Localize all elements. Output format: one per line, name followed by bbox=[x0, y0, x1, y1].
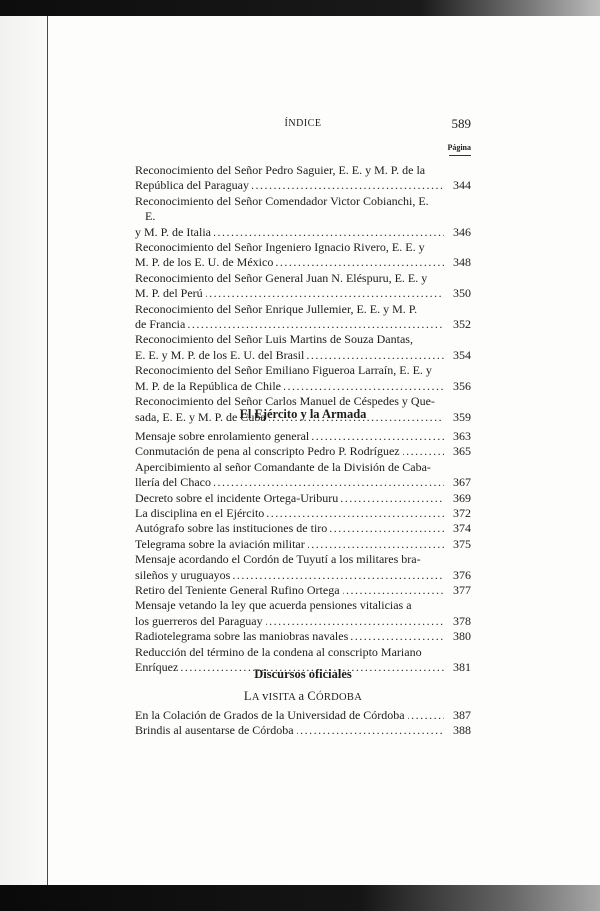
toc-page-number: 388 bbox=[453, 723, 471, 738]
toc-entry[interactable] bbox=[135, 194, 471, 240]
toc-entry-title: Conmutación de pena al conscripto Pedro P. Rodríguez bbox=[135, 444, 400, 459]
toc-entry-text: Reconocimiento del Señor Carlos Manuel de Céspedes y Que- bbox=[135, 394, 435, 409]
toc-page-number: 352 bbox=[453, 317, 471, 332]
toc-entry-title: sileños y uruguayos bbox=[135, 567, 231, 582]
toc-entry[interactable] bbox=[135, 491, 471, 506]
toc-entry[interactable] bbox=[135, 506, 471, 521]
scan-top-edge bbox=[0, 0, 600, 16]
toc-entry-title: Autógrafo sobre las instituciones de tiro bbox=[135, 521, 328, 536]
toc-page-number: 380 bbox=[453, 629, 471, 644]
toc-entry-text: Reconocimiento del Señor Enrique Jullemier, E. E. y M. P. bbox=[135, 301, 418, 316]
toc-entry[interactable] bbox=[135, 629, 471, 644]
pagina-column-label: Página bbox=[447, 143, 471, 152]
dot-leader bbox=[330, 521, 444, 536]
toc-section-ejercito bbox=[135, 429, 471, 676]
toc-entry-title: de Francia bbox=[135, 317, 186, 332]
toc-page-number: 354 bbox=[453, 347, 471, 362]
toc-entry[interactable] bbox=[135, 460, 471, 491]
toc-page-number: 356 bbox=[453, 378, 471, 393]
toc-entry-text: Reducción del término de la condena al conscripto Mariano bbox=[135, 644, 422, 659]
toc-page-number: 350 bbox=[453, 286, 471, 301]
toc-page-number: 344 bbox=[453, 178, 471, 193]
toc-entry-title: M. P. de los E. U. de México bbox=[135, 255, 274, 270]
dot-leader bbox=[214, 225, 444, 240]
dot-leader bbox=[408, 708, 444, 723]
toc-page-number: 363 bbox=[453, 429, 471, 443]
toc-page-number: 378 bbox=[453, 613, 471, 628]
toc-entry[interactable] bbox=[135, 302, 471, 333]
toc-page-number: 374 bbox=[453, 521, 471, 536]
page-gutter bbox=[0, 16, 47, 888]
toc-entry[interactable] bbox=[135, 708, 471, 723]
toc-page-number: 372 bbox=[453, 506, 471, 521]
subsection-heading-cordoba: LA vISITA a CÓRDOBA bbox=[243, 689, 363, 703]
toc-entry[interactable] bbox=[135, 240, 471, 271]
toc-entry-text: Reconocimiento del Señor Ingeniero Ignacio Rivero, E. E. y bbox=[135, 240, 425, 255]
dot-leader bbox=[276, 255, 444, 270]
scan-bottom-edge bbox=[0, 885, 600, 911]
toc-page-number: 377 bbox=[453, 583, 471, 598]
toc-entry-title: M. P. de la República de Chile bbox=[135, 378, 281, 393]
toc-entry-title: En la Colación de Grados de la Universidad de Córdoba bbox=[135, 708, 405, 722]
dot-leader bbox=[214, 475, 444, 490]
toc-entry-text: Apercibimiento al señor Comandante de la División de Caba- bbox=[135, 459, 431, 474]
dot-leader bbox=[308, 537, 444, 552]
toc-entry-text: Reconocimiento del Señor General Juan N. Eléspuru, E. E. y bbox=[135, 270, 428, 285]
dot-leader bbox=[297, 723, 444, 738]
dot-leader bbox=[351, 629, 444, 644]
toc-entry-text: Reconocimiento del Señor Comendador Victor Cobianchi, E. E. bbox=[135, 193, 429, 224]
toc-page-number: 369 bbox=[453, 490, 471, 505]
toc-entry[interactable] bbox=[135, 444, 471, 459]
toc-entry[interactable] bbox=[135, 583, 471, 598]
toc-entry-title: sada, E. E. y M. P. de Cuba bbox=[135, 409, 266, 424]
toc-entry[interactable] bbox=[135, 552, 471, 583]
toc-entry-text: Reconocimiento del Señor Pedro Saguier, E. E. y M. P. de la bbox=[135, 163, 426, 177]
toc-entry-title: Enríquez bbox=[135, 660, 179, 675]
section-heading-ejercito: El Ejército y la Armada bbox=[239, 407, 367, 421]
dot-leader bbox=[341, 491, 444, 506]
toc-entry[interactable] bbox=[135, 363, 471, 394]
toc-page-number: 346 bbox=[453, 224, 471, 239]
dot-leader bbox=[233, 568, 444, 583]
toc-page-number: 348 bbox=[453, 255, 471, 270]
toc-page-number: 375 bbox=[453, 536, 471, 551]
toc-entry-title: Brindis al ausentarse de Córdoba bbox=[135, 723, 294, 738]
toc-entry-title: los guerreros del Paraguay bbox=[135, 613, 263, 628]
toc-entry-title: E. E. y M. P. de los E. U. del Brasil bbox=[135, 347, 305, 362]
toc-entry-title: República del Paraguay bbox=[135, 178, 249, 193]
toc-entry-title: Decreto sobre el incidente Ortega-Uriburu bbox=[135, 490, 339, 505]
toc-entry[interactable] bbox=[135, 537, 471, 552]
toc-page-number: 365 bbox=[453, 444, 471, 459]
dot-leader bbox=[312, 429, 444, 444]
dot-leader bbox=[343, 583, 444, 598]
toc-entry[interactable] bbox=[135, 332, 471, 363]
toc-section-reconocimientos bbox=[135, 163, 471, 425]
toc-page-number: 376 bbox=[453, 567, 471, 582]
toc-entry-title: llería del Chaco bbox=[135, 475, 211, 490]
toc-page-number: 381 bbox=[453, 660, 471, 675]
margin-rule bbox=[47, 16, 48, 888]
dot-leader bbox=[188, 317, 444, 332]
dot-leader bbox=[284, 379, 444, 394]
toc-entry-title: y M. P. de Italia bbox=[135, 224, 211, 239]
toc-entry-title: Mensaje sobre enrolamiento general bbox=[135, 429, 310, 443]
running-head-title: ÍNDICE bbox=[284, 118, 322, 129]
toc-entry[interactable] bbox=[135, 598, 471, 629]
toc-page-number: 359 bbox=[453, 409, 471, 424]
toc-entry-text: Reconocimiento del Señor Luis Martins de Souza Dantas, bbox=[135, 332, 413, 347]
toc-entry-title: La disciplina en el Ejército bbox=[135, 506, 265, 521]
toc-entry[interactable] bbox=[135, 163, 471, 194]
toc-page-number: 367 bbox=[453, 475, 471, 490]
dot-leader bbox=[266, 614, 444, 629]
toc-page-number: 387 bbox=[453, 708, 471, 722]
toc-entry-text: Reconocimiento del Señor Emiliano Figueroa Larraín, E. E. y bbox=[135, 363, 432, 378]
toc-entry[interactable] bbox=[135, 521, 471, 536]
section-heading-discursos: Discursos oficiales bbox=[254, 667, 352, 681]
toc-entry[interactable] bbox=[135, 723, 471, 738]
dot-leader bbox=[267, 506, 444, 521]
toc-entry-title: Telegrama sobre la aviación militar bbox=[135, 536, 305, 551]
toc-entry-title: M. P. del Perú bbox=[135, 286, 203, 301]
page-number: 589 bbox=[451, 116, 471, 131]
toc-entry[interactable] bbox=[135, 429, 471, 444]
toc-entry-title: Retiro del Teniente General Rufino Ortega bbox=[135, 583, 340, 598]
toc-section-discursos bbox=[135, 708, 471, 739]
toc-entry[interactable] bbox=[135, 271, 471, 302]
toc-entry-text: Mensaje acordando el Cordón de Tuyutí a los militares bra- bbox=[135, 552, 421, 567]
running-head bbox=[135, 118, 471, 134]
dot-leader bbox=[252, 178, 444, 193]
toc-entry-title: Radiotelegrama sobre las maniobras navales bbox=[135, 629, 349, 644]
dot-leader bbox=[403, 444, 444, 459]
toc-entry-text: Mensaje vetando la ley que acuerda pensiones vitalicias a bbox=[135, 598, 412, 613]
dot-leader bbox=[307, 348, 444, 363]
pagina-underline bbox=[449, 155, 471, 156]
dot-leader bbox=[206, 286, 444, 301]
